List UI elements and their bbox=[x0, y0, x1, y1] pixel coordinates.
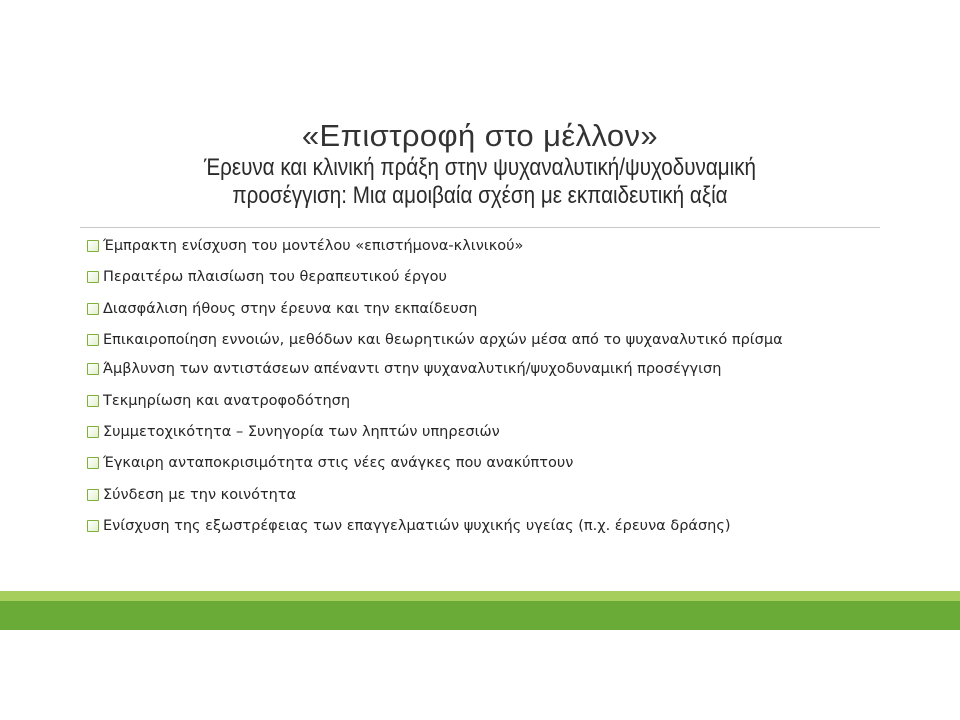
checkbox-icon bbox=[87, 426, 99, 438]
bullet-item bbox=[87, 238, 887, 254]
slide-subtitle-line-1: Έρευνα και κλινική πράξη στην ψυχαναλυτική/ψυχοδυναμική bbox=[203, 154, 757, 181]
checkbox-icon bbox=[87, 520, 99, 532]
bullet-text: Περαιτέρω πλαισίωση του θεραπευτικού έργου bbox=[103, 269, 447, 286]
bullet-text: Ενίσχυση της εξωστρέφειας των επαγγελματιών ψυχικής υγείας (π.χ. έρευνα δράσης) bbox=[103, 518, 731, 535]
bullet-item bbox=[87, 455, 887, 471]
bullet-text: Άμβλυνση των αντιστάσεων απέναντι στην ψυχαναλυτική/ψυχοδυναμική προσέγγιση bbox=[103, 361, 722, 378]
bullet-item bbox=[87, 269, 887, 285]
bullet-item bbox=[87, 487, 887, 503]
checkbox-icon bbox=[87, 334, 99, 346]
checkbox-icon bbox=[87, 303, 99, 315]
checkbox-icon bbox=[87, 395, 99, 407]
checkbox-icon bbox=[87, 271, 99, 283]
title-divider bbox=[80, 227, 880, 228]
bullet-list bbox=[87, 238, 887, 550]
bullet-item bbox=[87, 361, 887, 377]
bullet-item bbox=[87, 518, 887, 534]
slide-title: «Επιστροφή στο μέλλον» bbox=[301, 118, 659, 153]
footer-accent-band bbox=[0, 591, 960, 630]
bullet-text: Διασφάλιση ήθους στην έρευνα και την εκπαίδευση bbox=[103, 300, 478, 317]
bullet-item bbox=[87, 424, 887, 440]
slide-subtitle-line-2: προσέγγιση: Μια αμοιβαία σχέση με εκπαιδευτική αξία bbox=[232, 182, 728, 209]
bullet-text: Έμπρακτη ενίσχυση του μοντέλου «επιστήμονα-κλινικού» bbox=[103, 238, 524, 254]
title-block bbox=[80, 118, 880, 210]
bullet-text: Συμμετοχικότητα – Συνηγορία των ληπτών υπηρεσιών bbox=[103, 423, 500, 440]
checkbox-icon bbox=[87, 363, 99, 375]
bullet-item bbox=[87, 301, 887, 317]
bullet-item bbox=[87, 332, 887, 348]
footer-accent-stripe-dark bbox=[0, 601, 960, 630]
checkbox-icon bbox=[87, 489, 99, 501]
bullet-text: Σύνδεση με την κοινότητα bbox=[103, 486, 297, 503]
bullet-text: Επικαιροποίηση εννοιών, μεθόδων και θεωρητικών αρχών μέσα από το ψυχαναλυτικό πρίσμα bbox=[103, 332, 783, 349]
bullet-item bbox=[87, 393, 887, 409]
checkbox-icon bbox=[87, 240, 99, 252]
footer-accent-stripe-light bbox=[0, 591, 960, 601]
checkbox-icon bbox=[87, 457, 99, 469]
bullet-text: Τεκμηρίωση και ανατροφοδότηση bbox=[103, 392, 351, 409]
bullet-text: Έγκαιρη ανταποκρισιμότητα στις νέες ανάγκες που ανακύπτουν bbox=[103, 455, 574, 472]
